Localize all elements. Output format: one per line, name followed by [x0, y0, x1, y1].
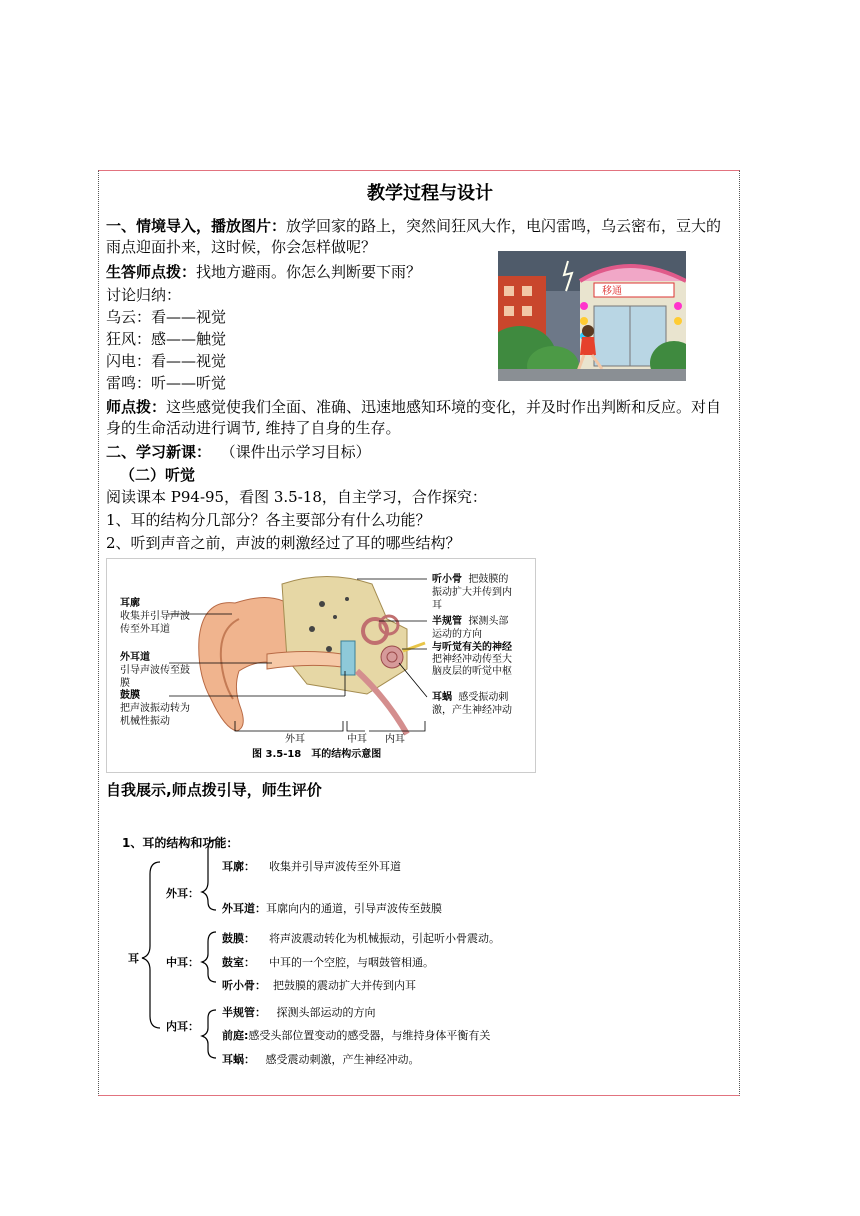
ear-structure-diagram	[106, 830, 546, 1070]
ear-label-desc: 脑皮层的听觉中枢	[432, 666, 512, 677]
ear-label-desc: 传至外耳道	[120, 624, 170, 635]
ear-label-desc: 把神经冲动传至大	[432, 654, 512, 665]
ear-label-auricle: 耳廓	[120, 598, 140, 609]
diagram-root-ear: 耳	[128, 952, 139, 965]
sense-item: 狂风：感——触觉	[106, 330, 227, 348]
intro-heading: 一、情境导入，播放图片：	[106, 217, 287, 235]
ear-label-desc: 振动扩大并传到内	[432, 587, 512, 598]
item-cochlea: 耳蜗： 感受震动刺激，产生神经冲动。	[222, 1053, 420, 1066]
ear-region-middle: 中耳	[347, 734, 367, 745]
ear-label-ossicles: 听小骨 把鼓膜的	[432, 574, 509, 585]
item-ossicles: 听小骨： 把鼓膜的震动扩大并传到内耳	[222, 979, 416, 992]
student-answer	[106, 262, 421, 282]
section2-line	[106, 442, 371, 462]
student-answer-label: 生答师点拨：	[106, 263, 197, 281]
student-answer-text: 找地方避雨。你怎么判断要下雨？	[196, 263, 422, 281]
ear-label-nerve: 与听觉有关的神经	[432, 642, 512, 653]
ear-label-eardrum: 鼓膜	[120, 690, 140, 701]
item-vestibule: 前庭:感受头部位置变动的感受器，与维持身体平衡有关	[222, 1029, 491, 1042]
group-outer-ear: 外耳：	[166, 887, 199, 900]
ear-label-desc: 引导声波传至鼓	[120, 665, 190, 676]
page-title: 教学过程与设计	[367, 183, 493, 204]
teacher-note-text: 这些感觉使我们全面、准确、迅速地感知环境的变化，并及时作出判断和反应。对自身的生命活动进行调节, 维持了自身的生存。	[106, 398, 722, 437]
group-middle-ear: 中耳：	[166, 956, 199, 969]
rain-scene-image	[498, 251, 686, 381]
question-1: 1、耳的结构分几部分？各主要部分有什么功能？	[106, 511, 431, 529]
shop-sign: 移通	[602, 286, 622, 297]
ear-label-canal: 外耳道	[120, 652, 150, 663]
ear-label-desc: 耳	[432, 600, 442, 611]
section2-heading: 二、学习新课：	[106, 443, 212, 461]
discuss-label: 讨论归纳：	[106, 286, 182, 304]
ear-label-desc: 运动的方向	[432, 629, 482, 640]
item-semicircular-canals: 半规管： 探测头部运动的方向	[222, 1006, 376, 1019]
diagram-title: 1、耳的结构和功能：	[122, 836, 239, 850]
ear-label-desc: 机械性振动	[120, 716, 170, 727]
question-2: 2、听到声音之前，声波的刺激经过了耳的哪些结构？	[106, 534, 461, 552]
ear-label-cochlea: 耳蜗 感受振动刺	[432, 692, 509, 703]
teacher-note-label: 师点拨：	[106, 398, 167, 416]
ear-structure-figure	[106, 558, 536, 773]
intro-text: 放学回家的路上，突然间狂风大作，电闪雷鸣，乌云密布，豆大的雨点迎面扑来，这时候，你会怎样做呢？	[106, 217, 722, 256]
reading-instruction: 阅读课本 P94-95，看图 3.5-18，自主学习，合作探究：	[106, 488, 487, 506]
item-ear-canal: 外耳道：耳廓向内的通道，引导声波传至鼓膜	[222, 902, 442, 915]
ear-label-desc: 收集并引导声波	[120, 611, 190, 622]
ear-label-desc: 把声波振动转为	[120, 703, 190, 714]
ear-region-outer: 外耳	[285, 734, 305, 745]
figure-caption: 图 3.5-18 耳的结构示意图	[252, 749, 382, 760]
summary-heading: 自我展示,师点拨引导，师生评价	[106, 781, 322, 799]
sense-item: 闪电：看——视觉	[106, 352, 227, 370]
teacher-note-paragraph	[106, 397, 734, 439]
sense-item: 乌云：看——视觉	[106, 308, 227, 326]
item-eardrum: 鼓膜： 将声波震动转化为机械振动，引起听小骨震动。	[222, 932, 500, 945]
ear-label-desc: 膜	[120, 678, 130, 689]
ear-region-inner: 内耳	[385, 734, 405, 745]
ear-label-desc: 激，产生神经冲动	[432, 705, 512, 716]
group-inner-ear: 内耳：	[166, 1020, 199, 1033]
item-tympanic-cavity: 鼓室： 中耳的一个空腔，与咽鼓管相通。	[222, 956, 434, 969]
sense-item: 雷鸣：听——听觉	[106, 374, 227, 392]
item-auricle: 耳廓： 收集并引导声波传至外耳道	[222, 860, 401, 873]
subsection-heading: （二）听觉	[120, 466, 196, 484]
ear-label-semicircular: 半规管 探测头部	[432, 616, 509, 627]
section2-note: （课件出示学习目标）	[220, 443, 371, 461]
